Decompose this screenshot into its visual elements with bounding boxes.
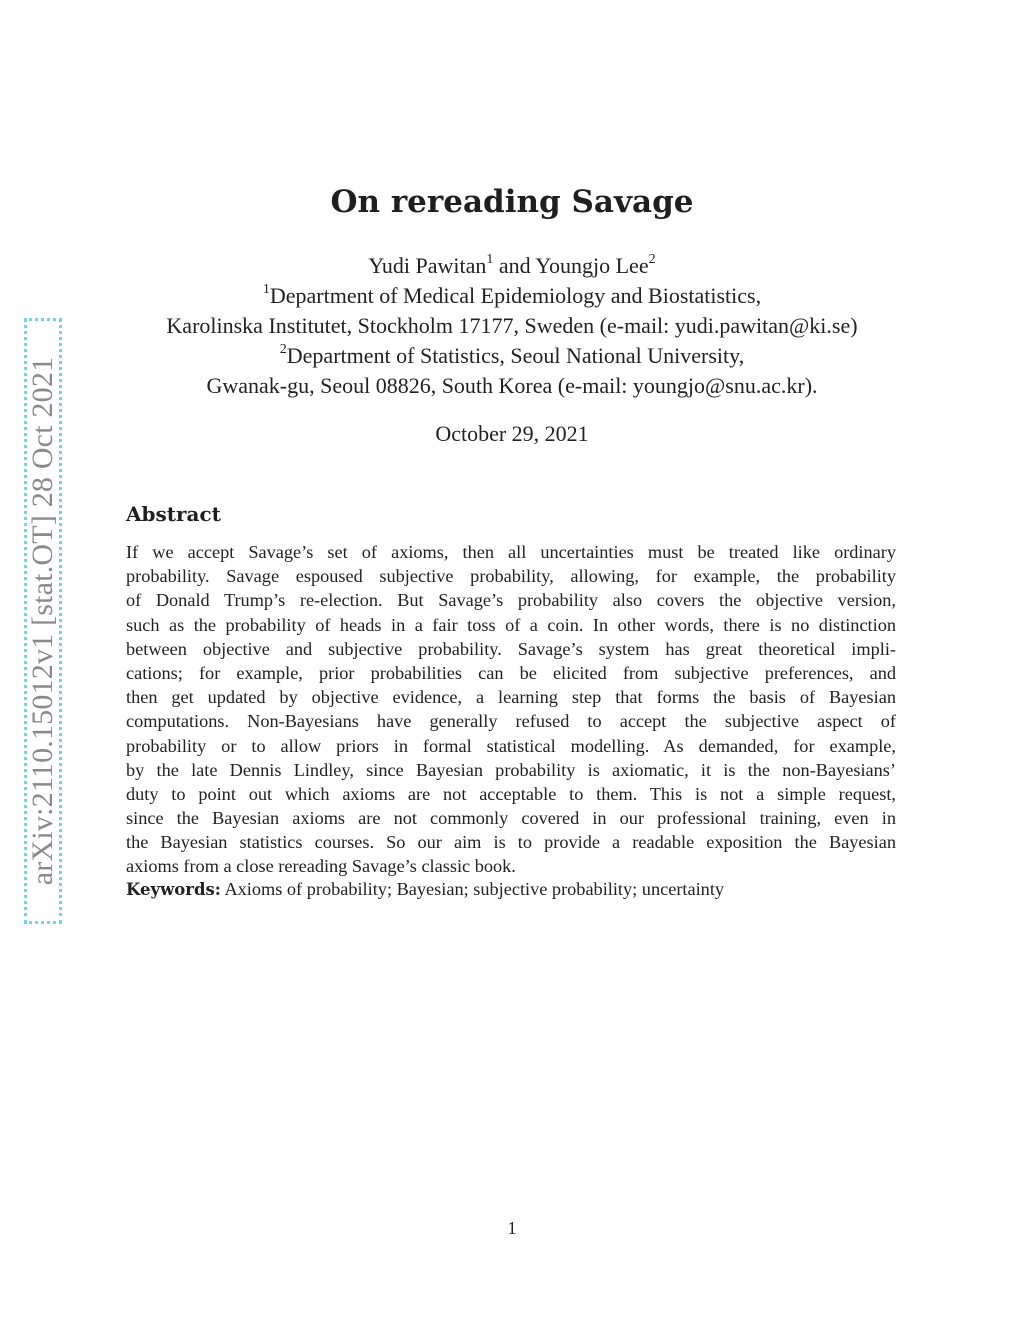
keywords-text: Axioms of probability; Bayesian; subjective probability; uncertainty	[220, 879, 725, 899]
affiliation-mark: 2	[648, 251, 656, 267]
abstract-line: cations; for example, prior probabilities can be elicited from subjective preferences, and	[126, 662, 896, 683]
author-name: Yudi Pawitan	[368, 253, 487, 278]
paper-title: On rereading Savage	[330, 184, 694, 220]
paper-date: October 29, 2021	[435, 421, 589, 446]
author-line	[0, 253, 1024, 279]
abstract-line: duty to point out which axioms are not acceptable to them. This is not a simple request,	[126, 783, 896, 804]
abstract-line: by the late Dennis Lindley, since Bayesian probability is axiomatic, it is the non-Bayesians’	[126, 759, 896, 780]
author-name: Youngjo Lee	[535, 253, 649, 278]
affiliation-line	[0, 313, 1024, 339]
arxiv-identifier: arXiv:2110.15012v1 [stat.OT] 28 Oct 2021	[26, 356, 59, 886]
abstract-line: probability. Savage espoused subjective probability, allowing, for example, the probability	[126, 566, 896, 587]
page-number: 1	[507, 1218, 517, 1238]
abstract-line: probability or to allow priors in formal statistical modelling. As demanded, for example,	[126, 735, 896, 756]
abstract-line: the Bayesian statistics courses. So our aim is to provide a readable exposition the Bayesian	[126, 832, 896, 853]
abstract-line: of Donald Trump’s re-election. But Savage’s probability also covers the objective version,	[126, 590, 896, 611]
affiliation-line	[0, 373, 1024, 399]
affiliation-mark: 1	[486, 251, 494, 267]
affiliation-text: Department of Statistics, Seoul National University,	[286, 343, 745, 368]
affiliation-text: Karolinska Institutet, Stockholm 17177, Sweden (e-mail: yudi.pawitan@ki.se)	[166, 313, 858, 338]
abstract-line: If we accept Savage’s set of axioms, then all uncertainties must be treated like ordinary	[126, 542, 896, 562]
arxiv-stamp	[24, 318, 62, 924]
abstract-line: axioms from a close rereading Savage’s classic book.	[126, 856, 516, 877]
abstract-heading: Abstract	[126, 502, 221, 526]
affiliation-text: Gwanak-gu, Seoul 08826, South Korea (e-mail: youngjo@snu.ac.kr).	[206, 373, 818, 398]
affiliation-line	[0, 343, 1024, 369]
abstract-line: between objective and subjective probability. Savage’s system has great theoretical impli-	[126, 638, 896, 659]
affiliation-text: Department of Medical Epidemiology and Biostatistics,	[269, 283, 762, 308]
abstract-line: such as the probability of heads in a fair toss of a coin. In other words, there is no distinction	[126, 614, 896, 635]
affiliation-mark: 1	[262, 281, 270, 297]
abstract-body	[126, 540, 896, 879]
affiliation-line	[0, 283, 1024, 309]
affiliation-mark: 2	[279, 341, 287, 357]
abstract-line: then get updated by objective evidence, a learning step that forms the basis of Bayesian	[126, 687, 896, 708]
abstract-line: computations. Non-Bayesians have generally refused to accept the subjective aspect of	[126, 711, 896, 732]
keywords-line	[126, 879, 896, 900]
abstract-line: since the Bayesian axioms are not commonly covered in our professional training, even in	[126, 808, 896, 829]
author-connector: and	[493, 253, 536, 278]
keywords-label: Keywords:	[126, 880, 221, 899]
